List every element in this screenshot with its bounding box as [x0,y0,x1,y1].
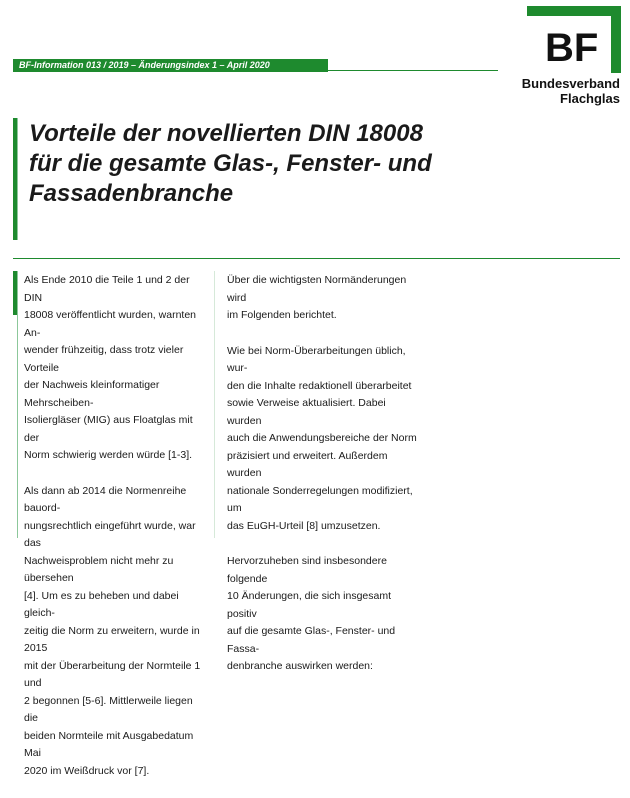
title-accent-line [17,118,18,240]
document-info-band [13,59,328,72]
body-paragraph: Wie bei Norm-Überarbeitungen üblich, wur- den die Inhalte redaktionell überarbeitet sowie Verweise aktualisiert. Dabei wurden auch die Anwendungsbereiche der Norm präzisiert und erweitert. Außerdem wurden nationale Sonderregelungen modifiziert, um das EuGH-Urteil [8] umzusetzen. [227,344,417,532]
document-info-text: BF-Information 013 / 2019 – Änderungsindex 1 – April 2020 [19,60,270,70]
body-paragraph: Als dann ab 2014 die Normenreihe bauord- nungsrechtlich eingeführt wurde, war das Nachweisproblem nicht mehr zu übersehen [4]. Um es zu beheben und dabei gleich- zeitig die Norm zu erweitern, wurde in 2015 mit der Überarbeitung der Normteile 1 und 2 begonnen [5-6]. Mittlerweile liegen die beiden Normteile mit Ausgabedatum Mai 2020 im Weißdruck vor [7]. [24,484,201,777]
body-paragraph: Als Ende 2010 die Teile 1 und 2 der DIN 18008 veröffentlicht wurden, warnten An- wender frühzeitig, dass trotz vieler Vorteile der Nachweis kleinformatiger Mehrscheiben- Isoliergläser (MIG) aus Floatglas mit der Norm schwierig werden würde [1-3]. [24,274,196,461]
brand-name-line-2: Flachglas [560,91,620,106]
brand-name [522,76,620,106]
body-paragraph: Hervorzuheben sind insbesondere folgende 10 Änderungen, die sich insgesamt positiv auf die gesamte Glas-, Fenster- und Fassa- denbranche auswirken werden: [227,555,396,672]
column-separator [214,271,215,538]
header-rule [328,70,498,71]
body-paragraph: Über die wichtigsten Normänderungen wird im Folgenden berichtet. [227,274,407,321]
section-divider [13,258,620,259]
page-title-line-3: Fassadenbranche [29,180,234,207]
page-title [29,119,509,209]
page-title-line-1: Vorteile der novellierten DIN 18008 [29,120,423,147]
logo-letters: BF [545,26,599,70]
page-title-line-2: für die gesamte Glas-, Fenster- und [29,150,432,177]
body-column-right [227,272,417,694]
column-accent-line [17,271,18,538]
brand-name-line-1: Bundesverband [521,76,620,91]
body-column-left [24,272,209,798]
bf-logo-icon [527,6,621,73]
